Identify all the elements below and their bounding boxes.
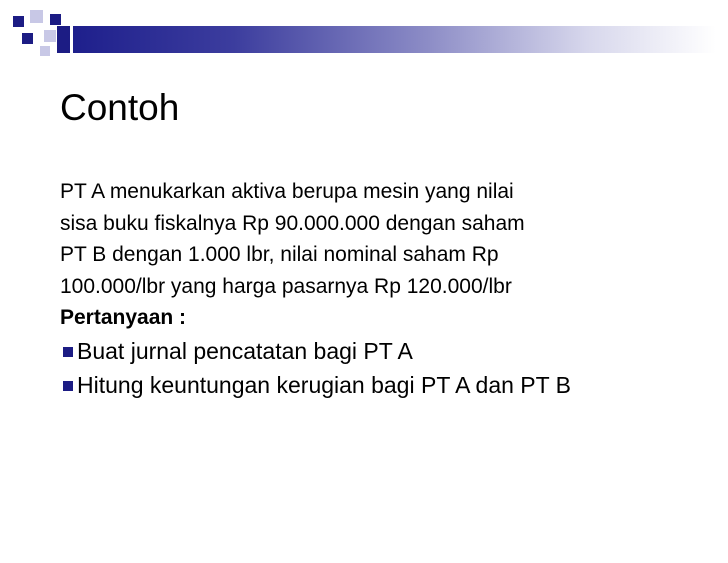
decor-square-7 xyxy=(40,46,50,56)
slide-body xyxy=(60,176,700,402)
paragraph-line: PT B dengan 1.000 lbr, nilai nominal saham Rp xyxy=(60,243,499,266)
paragraph-line: PT A menukarkan aktiva berupa mesin yang nilai xyxy=(60,180,514,203)
question-label: Pertanyaan : xyxy=(60,306,187,329)
decor-square-2 xyxy=(30,10,43,23)
square-bullet-icon xyxy=(63,381,73,391)
decor-square-5 xyxy=(44,30,56,42)
decor-square-4 xyxy=(22,33,33,44)
decor-square-3 xyxy=(50,14,61,25)
bullet-text: Hitung keuntungan kerugian bagi PT A dan PT B xyxy=(77,371,572,398)
slide-title: Contoh xyxy=(60,87,180,128)
paragraph-line: 100.000/lbr yang harga pasarnya Rp 120.000/lbr xyxy=(60,274,512,298)
paragraph-line: sisa buku fiskalnya Rp 90.000.000 dengan saham xyxy=(60,211,525,235)
decor-square-1 xyxy=(13,16,24,27)
bullet-text: Buat jurnal pencatatan bagi PT A xyxy=(77,337,413,364)
decor-square-6 xyxy=(57,26,70,53)
bullet-item xyxy=(60,334,700,368)
square-bullet-icon xyxy=(63,347,73,357)
header-gradient-bar xyxy=(73,26,716,53)
bullet-item xyxy=(60,368,700,402)
